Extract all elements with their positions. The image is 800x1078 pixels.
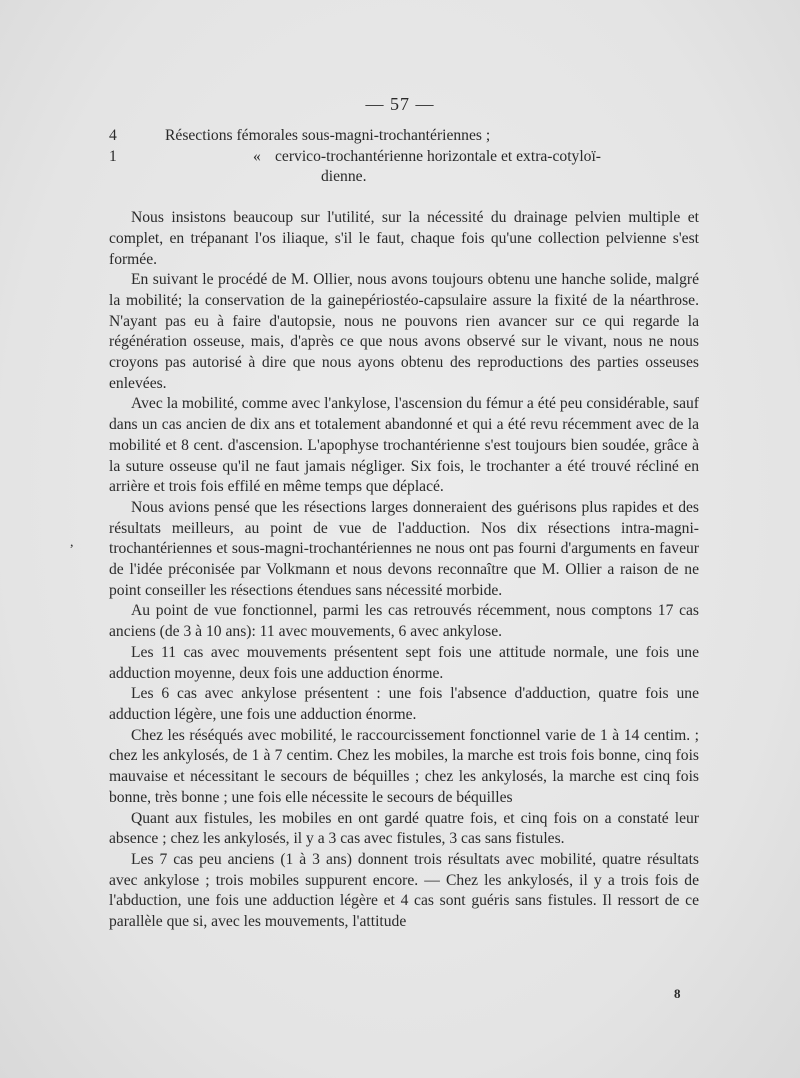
spacer <box>109 188 699 208</box>
list-count: 4 <box>109 127 117 144</box>
list-item <box>109 126 699 147</box>
list-continuation: dienne. <box>321 168 367 186</box>
list-ditto <box>143 126 165 147</box>
list-item <box>109 147 699 168</box>
list-text: cervico-trochantérienne horizontale et extra-cotyloï- <box>275 147 601 165</box>
paragraph: Les 6 cas avec ankylose présentent : une fois l'absence d'adduction, quatre fois une adduction légère, une fois une adduction énorme. <box>109 685 699 723</box>
paragraph: Les 11 cas avec mouvements présentent sept fois une attitude normale, une fois une adduction moyenne, deux fois une adduction énorme. <box>109 643 699 682</box>
paragraph: Au point de vue fonctionnel, parmi les cas retrouvés récemment, nous comptons 17 cas anciens (de 3 à 10 ans): 11 avec mouvements, 6 avec ankylose. <box>109 602 699 641</box>
paragraph: En suivant le procédé de M. Ollier, nous avons toujours obtenu une hanche solide, malgré la mobilité; la conservation de la gainepériostéo-capsulaire assure la fixité de la néarthrose. N'ayant pas eu à faire d'autopsie, nous ne pouvons rien avancer sur ce qui regarde la régénération osseuse, mais, d'après ce que nous avons observé sur le vivant, nous ne nous croyons pas autorisé à dire que nous ayons obtenu des reproductions des parties osseuses enlevées. <box>109 271 699 392</box>
list-count: 1 <box>109 147 117 165</box>
paragraph: Nous avions pensé que les résections larges donneraient des guérisons plus rapides et des résultats meilleurs, au point de vue de l'adduction. Nos dix résections intra-magni-trochantériennes et sous-magni-trochantériennes ne nous ont pas fourni d'arguments en faveur de l'idée préconisée par Volkmann et nous devons reconnaître que M. Ollier a raison de ne point conseiller les résections étendues sans nécessité morbide. <box>109 498 699 599</box>
signature-mark: 8 <box>674 986 681 1001</box>
paragraph: Chez les réséqués avec mobilité, le raccourcissement fonctionnel varie de 1 à 14 centim. ; chez les ankylosés, de 1 à 7 centim. Chez les mobiles, la marche est trois fois bonne, cinq fois mauvaise et nécessitant le secours de béquilles ; chez les ankylosés, la marche est cinq fois bonne, très bonne ; une fois elle nécessite le secours de béquilles <box>109 726 699 806</box>
page-number: — 57 — <box>365 94 435 114</box>
paragraph: Les 7 cas peu anciens (1 à 3 ans) donnent trois résultats avec mobilité, quatre résultats avec ankylose ; trois mobiles suppurent encore. — Chez les ankylosés, il y a trois fois de l'abduction, une fois une adduction légère et 4 cas sont guéris sans fistules. Il ressort de ce parallèle que si, avec les mouvements, l'attitude <box>109 850 699 931</box>
paragraph: Quant aux fistules, les mobiles en ont gardé quatre fois, et cinq fois on a constaté leur absence ; chez les ankylosés, il y a 3 cas avec fistules, 3 cas sans fistules. <box>109 809 699 848</box>
margin-mark: , <box>70 535 74 550</box>
body-text <box>109 126 699 933</box>
list-text: Résections fémorales sous-magni-trochantériennes ; <box>165 127 491 144</box>
paragraph: Avec la mobilité, comme avec l'ankylose, l'ascension du fémur a été peu considérable, sauf dans un cas ancien de dix ans et totalement abandonné et qui a été revu récemment avec de la mobilité et 8 cent. d'ascension. L'apophyse trochantérienne s'est toujours bien soudée, grâce à la suture osseuse qu'il ne faut jamais négliger. Six fois, le trochanter a été trouvé récliné en arrière et trois fois effilé en même temps que déplacé. <box>109 395 699 496</box>
list-ditto: « <box>253 147 261 165</box>
paragraph: Nous insistons beaucoup sur l'utilité, sur la nécessité du drainage pelvien multiple et complet, en trépanant l'os iliaque, s'il le faut, chaque fois qu'une collection pelvienne s'est formée. <box>109 209 699 268</box>
